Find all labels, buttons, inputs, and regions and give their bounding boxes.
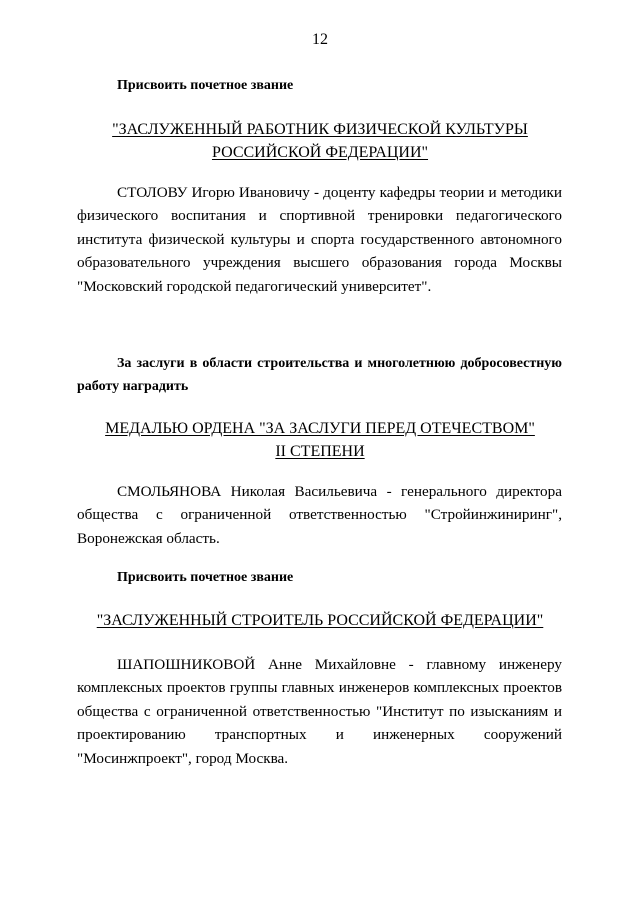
award-title-line: РОССИЙСКОЙ ФЕДЕРАЦИИ" — [211, 144, 429, 161]
recipient-paragraph: ШАПОШНИКОВОЙ Анне Михайловне - главному инженеру комплексных проектов группы главных инженеров комплексных проектов общества с ограниченной ответственностью "Институт по изысканиям и проектированию транспортных и инженерных сооружений "Мосинжпроект", город Москва. — [77, 656, 562, 767]
recipient-paragraph: СМОЛЬЯНОВА Николая Васильевича - генерального директора общества с ограниченной ответственностью "Стройинжиниринг", Воронежская область. — [77, 483, 562, 547]
award-title-line: МЕДАЛЬЮ ОРДЕНА "ЗА ЗАСЛУГИ ПЕРЕД ОТЕЧЕСТВОМ" — [105, 420, 535, 437]
award-title-line: "ЗАСЛУЖЕННЫЙ РАБОТНИК ФИЗИЧЕСКОЙ КУЛЬТУРЫ — [112, 121, 528, 138]
award-title-line: II СТЕПЕНИ — [275, 443, 365, 460]
recipient-paragraph: СТОЛОВУ Игорю Ивановичу - доценту кафедры теории и методики физического воспитания и спортивной тренировки педагогического института физической культуры и спорта государственного автономного образовательного учреждения высшего образования города Москвы "Московский городской педагогический университет". — [77, 184, 562, 295]
award-title — [60, 609, 580, 632]
award-heading: Присвоить почетное звание — [117, 570, 294, 585]
award-title — [60, 417, 580, 463]
award-title-line: "ЗАСЛУЖЕННЫЙ СТРОИТЕЛЬ РОССИЙСКОЙ ФЕДЕРАЦИИ" — [96, 612, 544, 629]
award-heading: За заслуги в области строительства и многолетнюю добросовестную работу наградить — [77, 356, 562, 394]
page-number: 12 — [312, 31, 328, 48]
award-title — [60, 118, 580, 164]
award-heading: Присвоить почетное звание — [117, 78, 294, 93]
